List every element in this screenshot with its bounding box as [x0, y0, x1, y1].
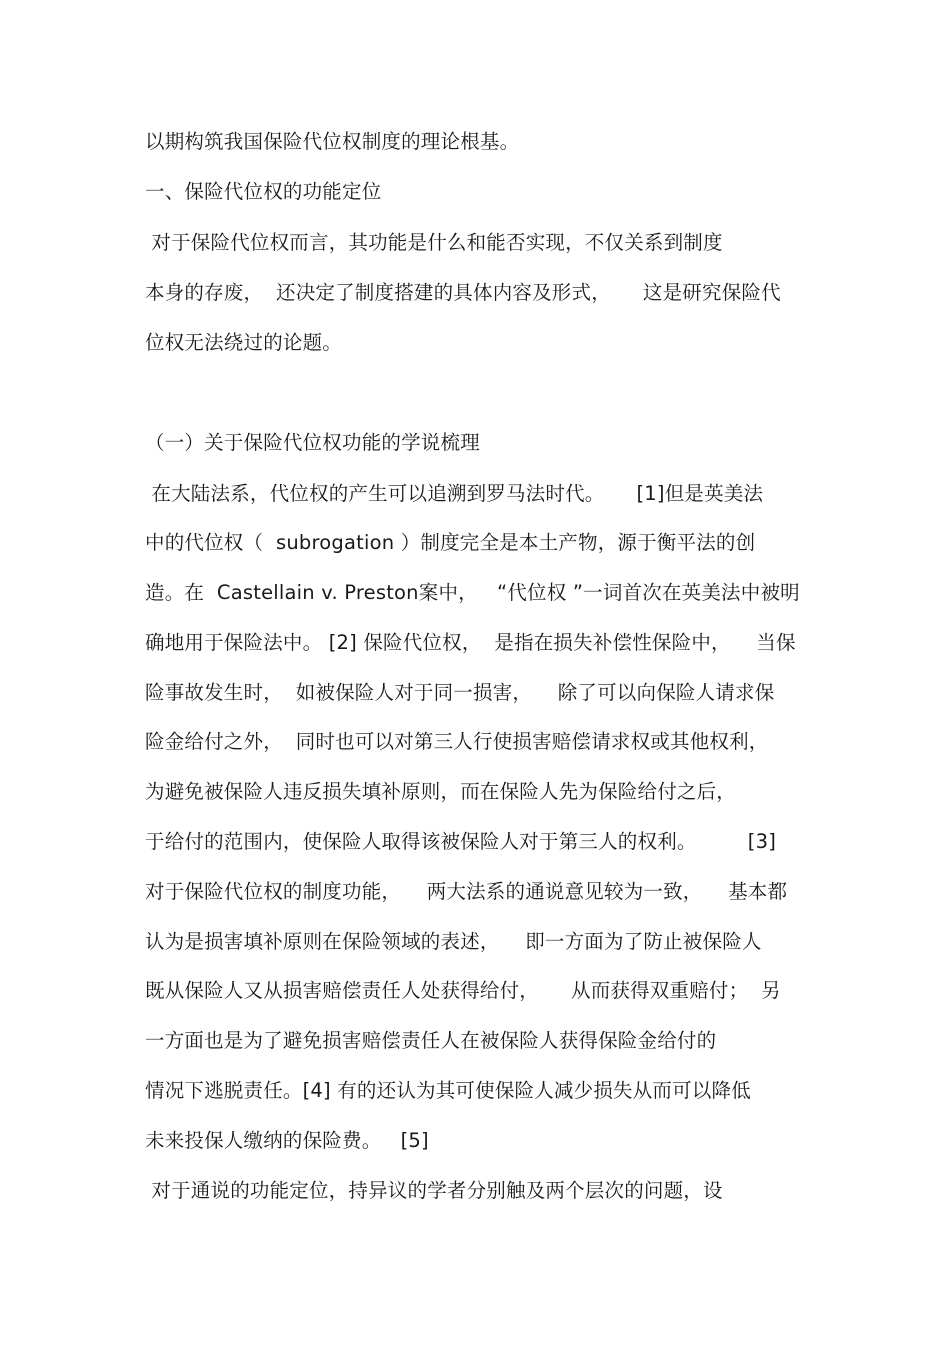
text-line: 为避免被保险人违反损失填补原则，而在保险人先为保险给付之后， [145, 780, 737, 803]
text-line: 在大陆法系，代位权的产生可以追溯到罗马法时代。 [1]但是英美法 [145, 482, 764, 505]
text-line: 险金给付之外， 同时也可以对第三人行使损害赔偿请求权或其他权利， [145, 730, 769, 753]
text-line: 情况下逃脱责任。[4] 有的还认为其可使保险人减少损失从而可以降低 [145, 1079, 751, 1102]
text-line: 既从保险人又从损害赔偿责任人处获得给付， 从而获得双重赔付； 另 [145, 979, 781, 1002]
text-line: 对于通说的功能定位，持异议的学者分别触及两个层次的问题，设 [145, 1179, 723, 1202]
text-line: 中的代位权（ subrogation ）制度完全是本土产物，源于衡平法的创 [145, 531, 756, 554]
text-line: 险事故发生时， 如被保险人对于同一损害， 除了可以向保险人请求保 [145, 681, 775, 704]
text-line: 造。在 Castellain v. Preston案中， “代位权 ”一词首次在英美法中被明 [145, 581, 800, 604]
text-line: 本身的存废， 还决定了制度搭建的具体内容及形式， 这是研究保险代 [145, 281, 781, 304]
subsection-heading: （一）关于保险代位权功能的学说梳理 [145, 431, 480, 454]
text-line: 认为是损害填补原则在保险领域的表述， 即一方面为了防止被保险人 [145, 930, 762, 953]
text-line: 于给付的范围内，使保险人取得该被保险人对于第三人的权利。 [3] [145, 830, 777, 853]
text-line: 未来投保人缴纳的保险费。 [5] [145, 1129, 429, 1152]
section-heading: 一、保险代位权的功能定位 [145, 180, 382, 203]
text-line: 位权无法绕过的论题。 [145, 331, 343, 354]
text-line: 以期构筑我国保险代位权制度的理论根基。 [145, 130, 520, 153]
text-line: 对于保险代位权而言，其功能是什么和能否实现，不仅关系到制度 [145, 231, 723, 254]
text-line: 一方面也是为了避免损害赔偿责任人在被保险人获得保险金给付的 [145, 1029, 717, 1052]
text-line: 确地用于保险法中。 [2] 保险代位权， 是指在损失补偿性保险中， 当保 [145, 631, 796, 654]
text-line: 对于保险代位权的制度功能， 两大法系的通说意见较为一致， 基本都 [145, 880, 788, 903]
